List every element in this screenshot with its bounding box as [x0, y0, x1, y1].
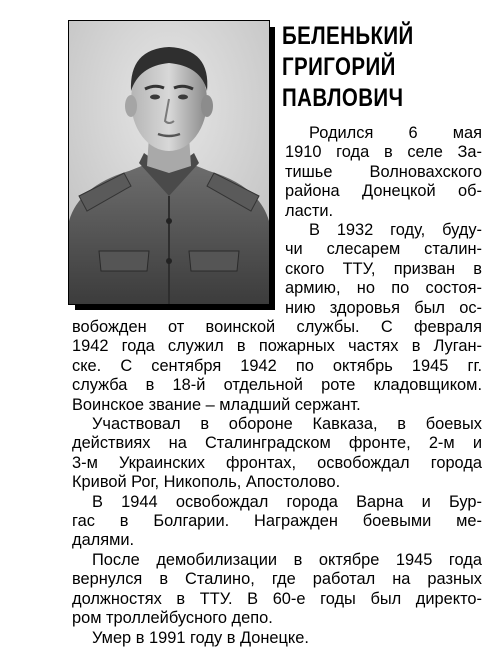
biography-side-column: [285, 124, 482, 318]
text-line: Родился 6 мая: [309, 124, 482, 142]
name-first: ГРИГОРИЙ: [282, 53, 396, 81]
text-line: вобожден от воинской службы. С февраля: [72, 318, 482, 336]
text-line: должностях в ТТУ. В 60-е годы был директо-: [72, 589, 482, 608]
name-surname: БЕЛЕНЬКИЙ: [282, 22, 414, 50]
text-line: ласти.: [285, 201, 334, 220]
text-line: далями.: [72, 531, 135, 550]
text-line: тишье Волновахского: [285, 162, 482, 181]
text-line: Воинское звание – младший сержант.: [72, 395, 361, 414]
text-line: 1910 года в селе За-: [285, 143, 482, 162]
text-line: нию здоровья был ос-: [285, 298, 482, 317]
text-line: ром троллейбусного депо.: [72, 609, 273, 628]
portrait-illustration: [69, 21, 269, 304]
text-line: В 1944 освобождал города Варна и Бур-: [92, 492, 482, 511]
text-line: Участвовал в обороне Кавказа, в боевых: [92, 415, 482, 434]
text-line: вернулся в Сталино, где работал на разных: [72, 570, 482, 589]
text-line: гас в Болгарии. Награжден боевыми ме-: [72, 512, 482, 531]
text-line: армию, но по состоя-: [285, 279, 482, 298]
text-line: В 1932 году, буду-: [309, 221, 482, 240]
text-line: После демобилизации в октябре 1945 года: [92, 550, 482, 569]
text-line: 1942 года служил в пожарных частях в Луган-: [72, 337, 482, 356]
text-line: действиях на Сталинградском фронте, 2-м и: [72, 434, 482, 453]
text-line: ске. С сентября 1942 по октябрь 1945 гг.: [72, 356, 482, 375]
person-name: [282, 21, 446, 114]
name-patronymic: ПАВЛОВИЧ: [282, 84, 404, 112]
text-line: ского ТТУ, призван в: [285, 259, 482, 278]
text-line: Умер в 1991 году в Донецке.: [92, 628, 309, 647]
portrait-photo: [68, 20, 270, 305]
text-line: чи слесарем сталин-: [285, 240, 482, 259]
text-line: служба в 18-й отдельной роте кладовщиком.: [72, 376, 482, 395]
text-line: Кривой Рог, Никополь, Апостолово.: [72, 473, 341, 492]
text-line: 3-м Украинских фронтах, освобождал города: [72, 453, 482, 472]
text-line: района Донецкой об-: [285, 182, 482, 201]
biography-main-column: [72, 318, 482, 648]
